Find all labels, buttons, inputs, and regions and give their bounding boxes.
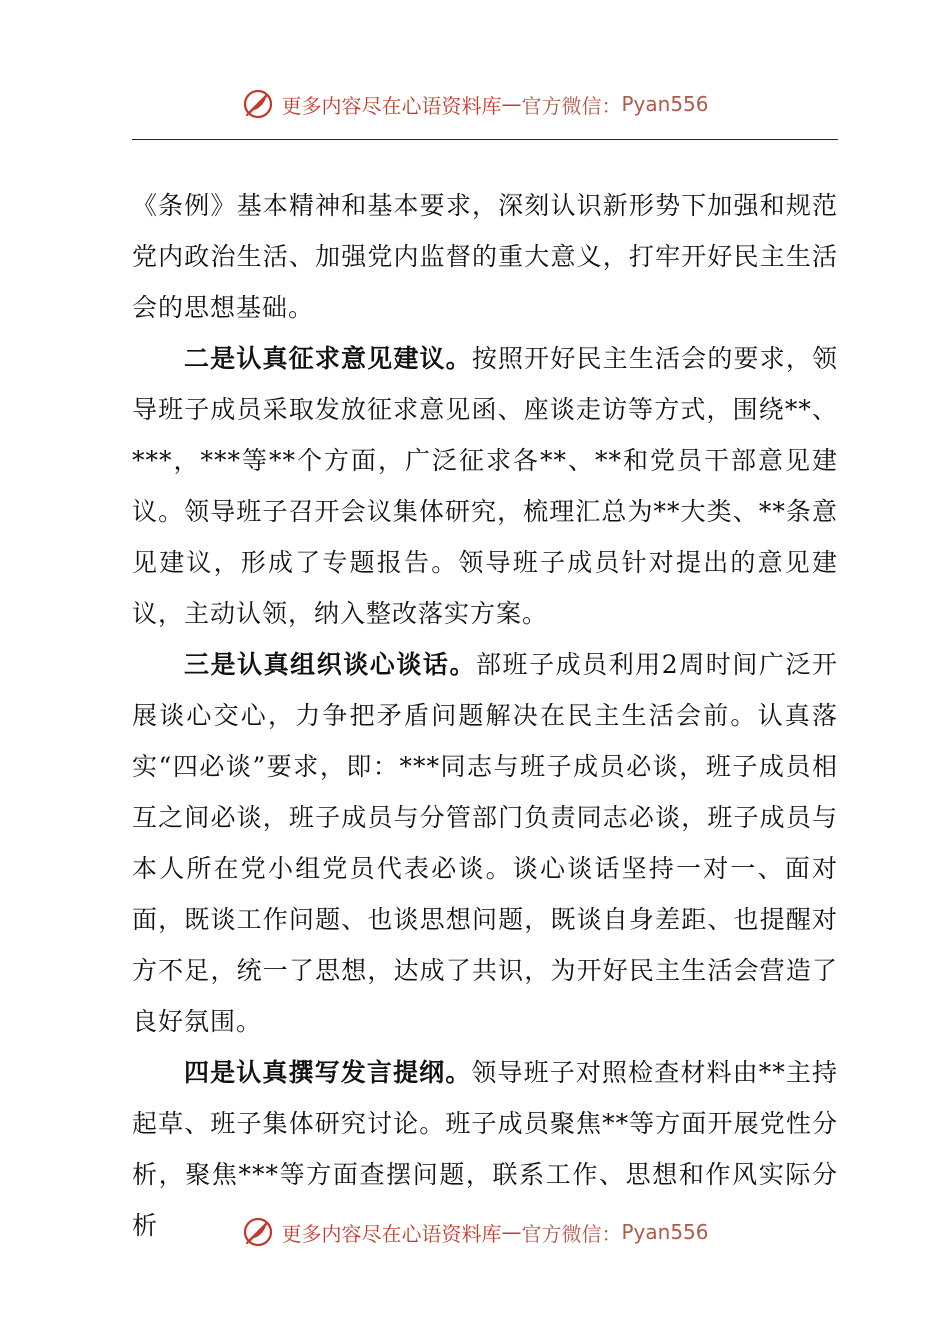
paragraph-text: 领导班子对照检查材料由**主持起草、班子集体研究讨论。班子成员聚焦**等方面开展党性分析，聚焦***等方面查摆问题，联系工作、思想和作风实际分析	[132, 1058, 838, 1240]
header-brand-text: 更多内容尽在心语资料库	[281, 93, 502, 118]
feather-pen-icon	[241, 87, 275, 121]
paragraph-heading: 三是认真组织谈心谈话。	[184, 650, 476, 679]
footer-separator: —	[501, 1220, 522, 1244]
paragraph-text: 部班子成员利用2周时间广泛开展谈心交心，力争把矛盾问题解决在民主生活会前。认真落实“四必谈”要求，即：***同志与班子成员必谈，班子成员相互之间必谈，班子成员与分管部门负责同志必谈，班子成员与本人所在党小组党员代表必谈。谈心谈话坚持一对一、面对面，既谈工作问题、也谈思想问题，既谈自身差距、也提醒对方不足，统一了思想，达成了共识，为开好民主生活会营造了良好氛围。	[132, 650, 838, 1036]
paragraph-heading: 二是认真征求意见建议。	[184, 344, 472, 373]
footer-wechat-id: Pyan556	[621, 1220, 709, 1244]
feather-pen-icon	[241, 1215, 275, 1249]
paragraph-text: 按照开好民主生活会的要求，领导班子成员采取发放征求意见函、座谈走访等方式，围绕**、***，***等**个方面，广泛征求各**、**和党员干部意见建议。领导班子召开会议集体研究，梳理汇总为**大类、**条意见建议，形成了专题报告。领导班子成员针对提出的意见建议，主动认领，纳入整改落实方案。	[132, 344, 838, 628]
page-header-watermark	[0, 84, 950, 124]
page-footer-watermark	[0, 1212, 950, 1252]
paragraph-solicit-opinions	[132, 333, 838, 639]
header-divider	[132, 139, 838, 140]
paragraph-continuation	[132, 180, 838, 333]
document-body	[132, 180, 838, 1251]
paragraph-heading: 四是认真撰写发言提纲。	[184, 1058, 472, 1087]
footer-wechat-label: 官方微信：	[521, 1221, 622, 1246]
paragraph-heart-to-heart-talks	[132, 639, 838, 1047]
footer-brand-text: 更多内容尽在心语资料库	[281, 1221, 502, 1246]
paragraph-text: 《条例》基本精神和基本要求，深刻认识新形势下加强和规范党内政治生活、加强党内监督的重大意义，打牢开好民主生活会的思想基础。	[132, 191, 838, 322]
header-wechat-label: 官方微信：	[521, 93, 622, 118]
header-wechat-id: Pyan556	[621, 92, 709, 116]
header-separator: —	[501, 92, 522, 116]
